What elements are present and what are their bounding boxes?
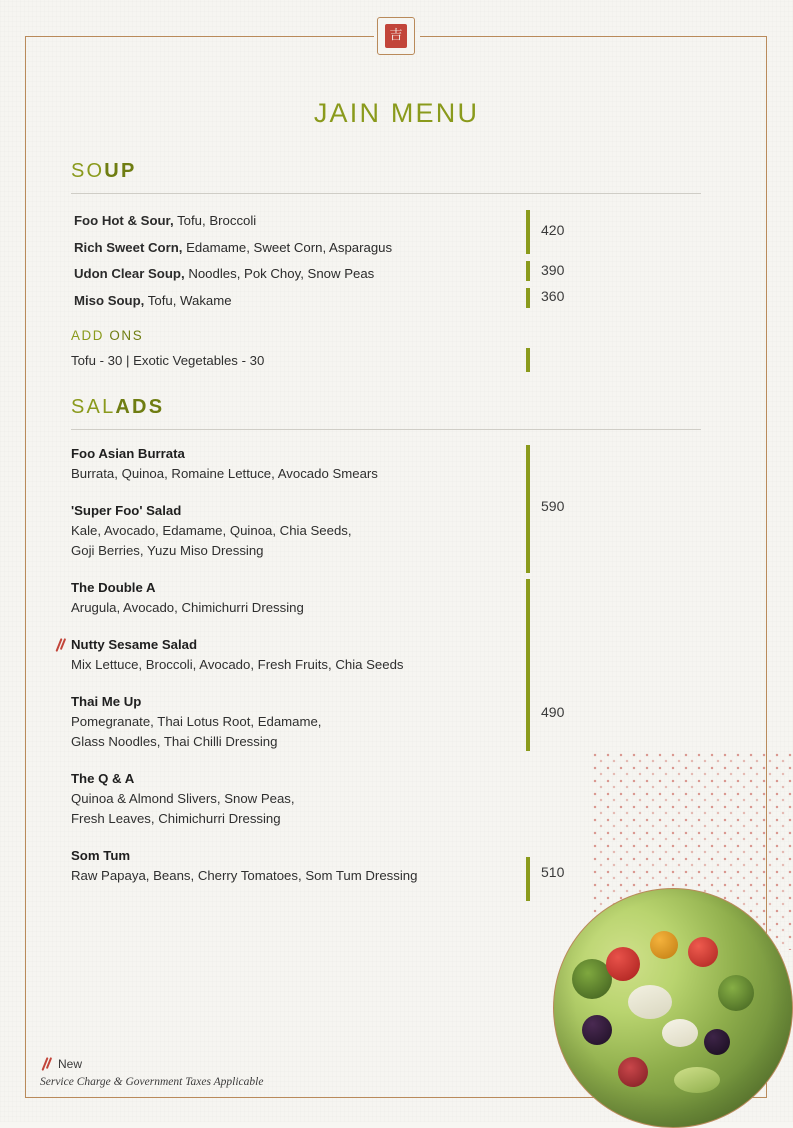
- menu-row: [71, 235, 701, 262]
- menu-row: [71, 444, 701, 484]
- item-name: Som Tum: [71, 848, 131, 863]
- item-desc: Raw Papaya, Beans, Cherry Tomatoes, Som Tum Dressing: [71, 868, 418, 883]
- price-bar: [526, 857, 530, 901]
- price-value: 590: [541, 498, 565, 514]
- crest-glyph: 吉: [385, 24, 407, 48]
- addons-text: Tofu - 30 | Exotic Vegetables - 30: [71, 353, 265, 368]
- price-value: 360: [541, 288, 565, 304]
- soup-item-list: [71, 208, 701, 314]
- price-value: 490: [541, 704, 565, 720]
- addons-heading: [71, 328, 701, 343]
- item-desc: Pomegranate, Thai Lotus Root, Edamame,: [71, 714, 322, 729]
- menu-row: [71, 635, 701, 675]
- item-name: Miso Soup,: [74, 292, 145, 308]
- item-name: Foo Asian Burrata: [71, 446, 185, 461]
- item-name: 'Super Foo' Salad: [71, 503, 182, 518]
- divider: [71, 429, 701, 430]
- item-desc: Tofu, Wakame: [147, 292, 232, 308]
- price-value: 510: [541, 864, 565, 880]
- item-name: Udon Clear Soup,: [74, 266, 185, 281]
- item-name: Foo Hot & Sour,: [74, 213, 174, 228]
- item-name: Rich Sweet Corn,: [74, 239, 183, 255]
- list-item: [74, 208, 701, 235]
- section-heading-soup-part1: SO: [71, 160, 105, 182]
- salad-photo: [553, 888, 793, 1128]
- new-item-icon: [54, 637, 66, 653]
- new-item-icon: [40, 1056, 52, 1072]
- item-desc: Mix Lettuce, Broccoli, Avocado, Fresh Fruits, Chia Seeds: [71, 657, 404, 672]
- price-bar: [526, 288, 530, 308]
- new-legend-label: New: [58, 1057, 83, 1071]
- item-desc: Edamame, Sweet Corn, Asparagus: [186, 239, 393, 255]
- restaurant-crest: [377, 17, 415, 55]
- section-heading-soup-part2: UP: [104, 160, 137, 182]
- price-bar: [526, 579, 530, 751]
- item-desc: Glass Noodles, Thai Chilli Dressing: [71, 734, 278, 749]
- photo-vignette: [554, 889, 792, 1127]
- menu-row: [71, 208, 701, 235]
- section-heading-salads: [71, 396, 701, 419]
- menu-row: [71, 578, 701, 618]
- section-heading-salads-part2: ADS: [115, 396, 165, 418]
- price-bar: [526, 210, 530, 254]
- menu-row: [71, 692, 701, 752]
- item-desc: Quinoa & Almond Slivers, Snow Peas,: [71, 791, 295, 806]
- price-value: 390: [541, 262, 565, 278]
- section-soup: [71, 160, 701, 368]
- price-bar: [526, 261, 530, 281]
- menu-row: [71, 288, 701, 315]
- item-name: The Q & A: [71, 771, 135, 786]
- price-value: 420: [541, 222, 565, 238]
- menu-row: [71, 501, 701, 561]
- section-heading-salads-part1: SAL: [71, 396, 116, 418]
- price-bar: [526, 445, 530, 573]
- divider: [71, 193, 701, 194]
- item-name: The Double A: [71, 580, 156, 595]
- item-desc: Tofu, Broccoli: [177, 213, 257, 228]
- menu-row: [71, 261, 701, 288]
- page-title: JAIN MENU: [313, 98, 480, 128]
- section-heading-soup: [71, 160, 701, 183]
- item-name: Nutty Sesame Salad: [71, 637, 198, 652]
- addons-heading-part1: ADD: [71, 328, 110, 343]
- addons-heading-part2: ONS: [109, 328, 144, 343]
- item-name: Thai Me Up: [71, 694, 142, 709]
- list-item: [74, 261, 701, 288]
- price-bar: [526, 348, 530, 372]
- item-desc: Noodles, Pok Choy, Snow Peas: [188, 266, 375, 281]
- item-desc: Kale, Avocado, Edamame, Quinoa, Chia Seeds,: [71, 523, 352, 538]
- list-item: [74, 288, 701, 315]
- item-desc: Fresh Leaves, Chimichurri Dressing: [71, 811, 281, 826]
- item-desc: Arugula, Avocado, Chimichurri Dressing: [71, 600, 304, 615]
- tax-note: Service Charge & Government Taxes Applicable: [40, 1076, 264, 1088]
- menu-footer: [40, 1056, 560, 1088]
- new-legend: [40, 1056, 560, 1072]
- item-desc: Goji Berries, Yuzu Miso Dressing: [71, 543, 264, 558]
- list-item: [74, 235, 701, 262]
- item-desc: Burrata, Quinoa, Romaine Lettuce, Avocado Smears: [71, 466, 378, 481]
